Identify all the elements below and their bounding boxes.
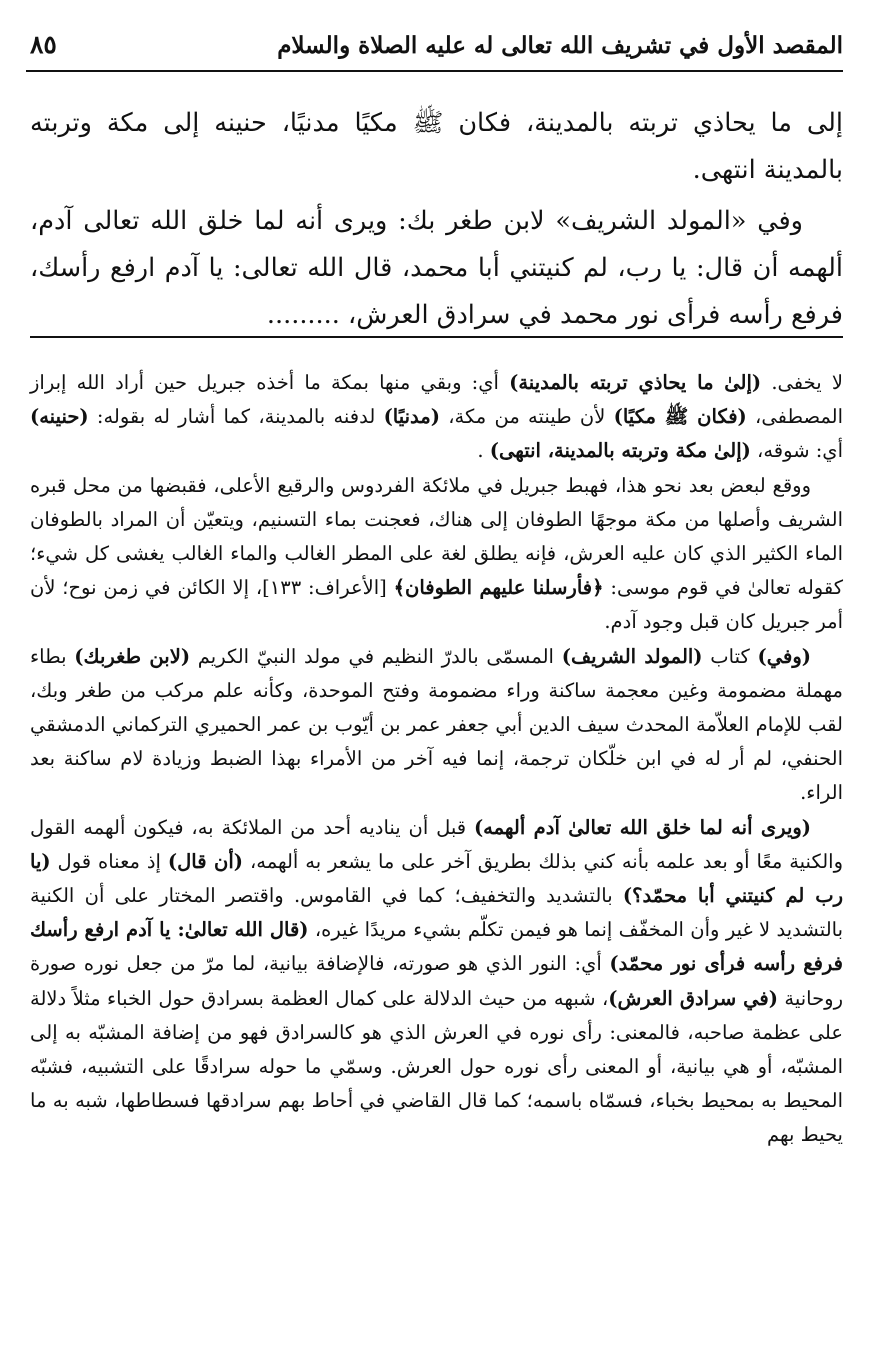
commentary-quoted-phrase: (ويرى أنه لما خلق الله تعالىٰ آدم ألهمه) (473, 815, 812, 839)
commentary-quoted-phrase: (قال الله تعالىٰ: يا آدم ارفع رأسك فرفع رأسه فرأى نور محمّد) (30, 918, 843, 976)
commentary-text-run: المسمّى بالدرّ النظيم في مولد النبيّ الكريم (190, 644, 562, 668)
commentary-text-run: إذ معناه قول (50, 849, 168, 873)
commentary-text-run: ، شبهه من حيث الدلالة على كمال العظمة بسرادق حول الخباء مثلاً دلالة على عظمة صاحبه، فالمعنى: رأى نوره في العرش الذي هو كالسرادق فهو من إضافة المشبّه به إلى المشبّه، أو هي بيانية، أو المعنى رأى نوره حول العرش. وسمّي ما حوله سرادقًا على التشبيه، فشبّه المحيط به بمحيط بخباء، فسمّاه باسمه؛ كما قال القاضي في أحاط بهم سرادقها فسطاطها، شبه به ما يحيط بهم (30, 986, 843, 1147)
commentary-text-run: بطاء مهملة مضمومة وغين معجمة ساكنة وراء مضمومة وفتح الموحدة، وكأنه علم مركب من طغر وبك، لقب للإمام العلاّمة المحدث سيف الدين أبي جعفر عمر بن أيّوب بن عمر الحميري التركماني الدمشقي الحنفي، لم أر له في ابن خلّكان ترجمة، إنما فيه آخر من الأمراء بهذا الضبط وزيادة لام ساكنة بعد الراء. (30, 644, 843, 805)
page-number: ٨٥ (30, 30, 57, 59)
commentary-text-run: . (477, 439, 490, 463)
commentary-paragraph (30, 469, 843, 640)
commentary-text-run: أي: وبقي منها بمكة ما أخذه جبريل حين أراد الله إبراز المصطفى، (30, 371, 843, 429)
commentary-text-run: بالتشديد والتخفيف؛ كما في القاموس. واقتصر المختار على أن الكنية بالتشديد لا غير وأن المخفّف إنما هو فيمن تكلّم بشيء مريدًا غيره، (30, 884, 844, 942)
commentary-text-run: لدفنه بالمدينة، كما أشار له بقوله: (88, 405, 384, 429)
commentary-text-run: قبل أن يناديه أحد من الملائكة به، فيكون ألهمه القول والكنية معًا أو بعد علمه بأنه كني بذلك بطريق آخر على ما يشعر به ألهمه، (30, 815, 843, 873)
commentary-quoted-phrase: (المولد الشريف) (561, 644, 703, 668)
footnote-divider (30, 336, 843, 338)
main-text (30, 100, 843, 339)
page-header (26, 30, 843, 72)
commentary-paragraph (30, 640, 843, 811)
commentary-quoted-phrase: (يا رب لم كنيتني أبا محمّد؟) (30, 849, 844, 908)
main-text-paragraph: إلى ما يحاذي تربته بالمدينة، فكان ﷺ مكيًا مدنيًا، حنينه إلى مكة وتربته بالمدينة انتهى. (30, 108, 843, 185)
continuation-dots: ......... (266, 300, 340, 330)
commentary-quoted-phrase: ﴿فأرسلنا عليهم الطوفان﴾ (393, 576, 604, 600)
commentary-text-run: [الأعراف: ١٣٣]، إلا الكائن في زمن نوح؛ لأن أمر جبريل كان قبل وجود آدم. (30, 576, 843, 634)
commentary-quoted-phrase: (وفي) (757, 644, 811, 668)
commentary-quoted-phrase: (إلىٰ مكة وتربته بالمدينة، انتهى) (489, 439, 751, 463)
commentary-text-run: لأن طينته من مكة، (439, 405, 614, 429)
commentary-text-run: أي: شوقه، (750, 439, 843, 463)
commentary-quoted-phrase: (مدنيًا) (383, 405, 440, 429)
commentary-text-run: ووقع لبعض بعد نحو هذا، فهبط جبريل في ملائكة الفردوس والرقيع الأعلى، فقبضها من محل قبره الشريف وأصلها من مكة موجهًا الطوفان إلى هناك، فعجنت بماء التسنيم، ويتعيّن أن المراد بالطوفان الماء الكثير الذي كان عليه العرش، فإنه يطلق لغة على المطر الغالب والماء الغالب يغشى كل شيء؛ كقوله تعالىٰ في قوم موسى: (30, 473, 844, 600)
main-text-paragraph (30, 198, 843, 339)
commentary-text-run: كتاب (702, 644, 758, 668)
running-title: المقصد الأول في تشريف الله تعالى له عليه الصلاة والسلام (277, 32, 843, 59)
main-text-content: وفي «المولد الشريف» لابن طغر بك: ويرى أنه لما خلق الله تعالى آدم، ألهمه أن قال: يا رب، لم كنيتني أبا محمد، قال الله تعالى: يا آدم ارفع رأسك، فرفع رأسه فرأى نور محمد في سرادق العرش، (30, 206, 843, 330)
commentary-text-run: أي: النور الذي هو صورته، فالإضافة بيانية، لما مرّ من جعل نوره صورة روحانية (30, 952, 844, 1010)
commentary-text (30, 366, 843, 1153)
commentary-paragraph (30, 811, 843, 1153)
commentary-quoted-phrase: (فكان ﷺ مكيًا) (613, 405, 747, 429)
commentary-quoted-phrase: (لابن طغربك) (74, 644, 191, 668)
commentary-text-run: لا يخفى. (761, 371, 843, 394)
commentary-quoted-phrase: (أن قال) (167, 849, 244, 873)
commentary-quoted-phrase: (في سرادق العرش) (608, 986, 778, 1010)
commentary-quoted-phrase: (إلىٰ ما يحاذي تربته بالمدينة) (509, 371, 762, 394)
commentary-quoted-phrase: (حنينه) (30, 405, 89, 429)
commentary-paragraph (30, 366, 843, 469)
